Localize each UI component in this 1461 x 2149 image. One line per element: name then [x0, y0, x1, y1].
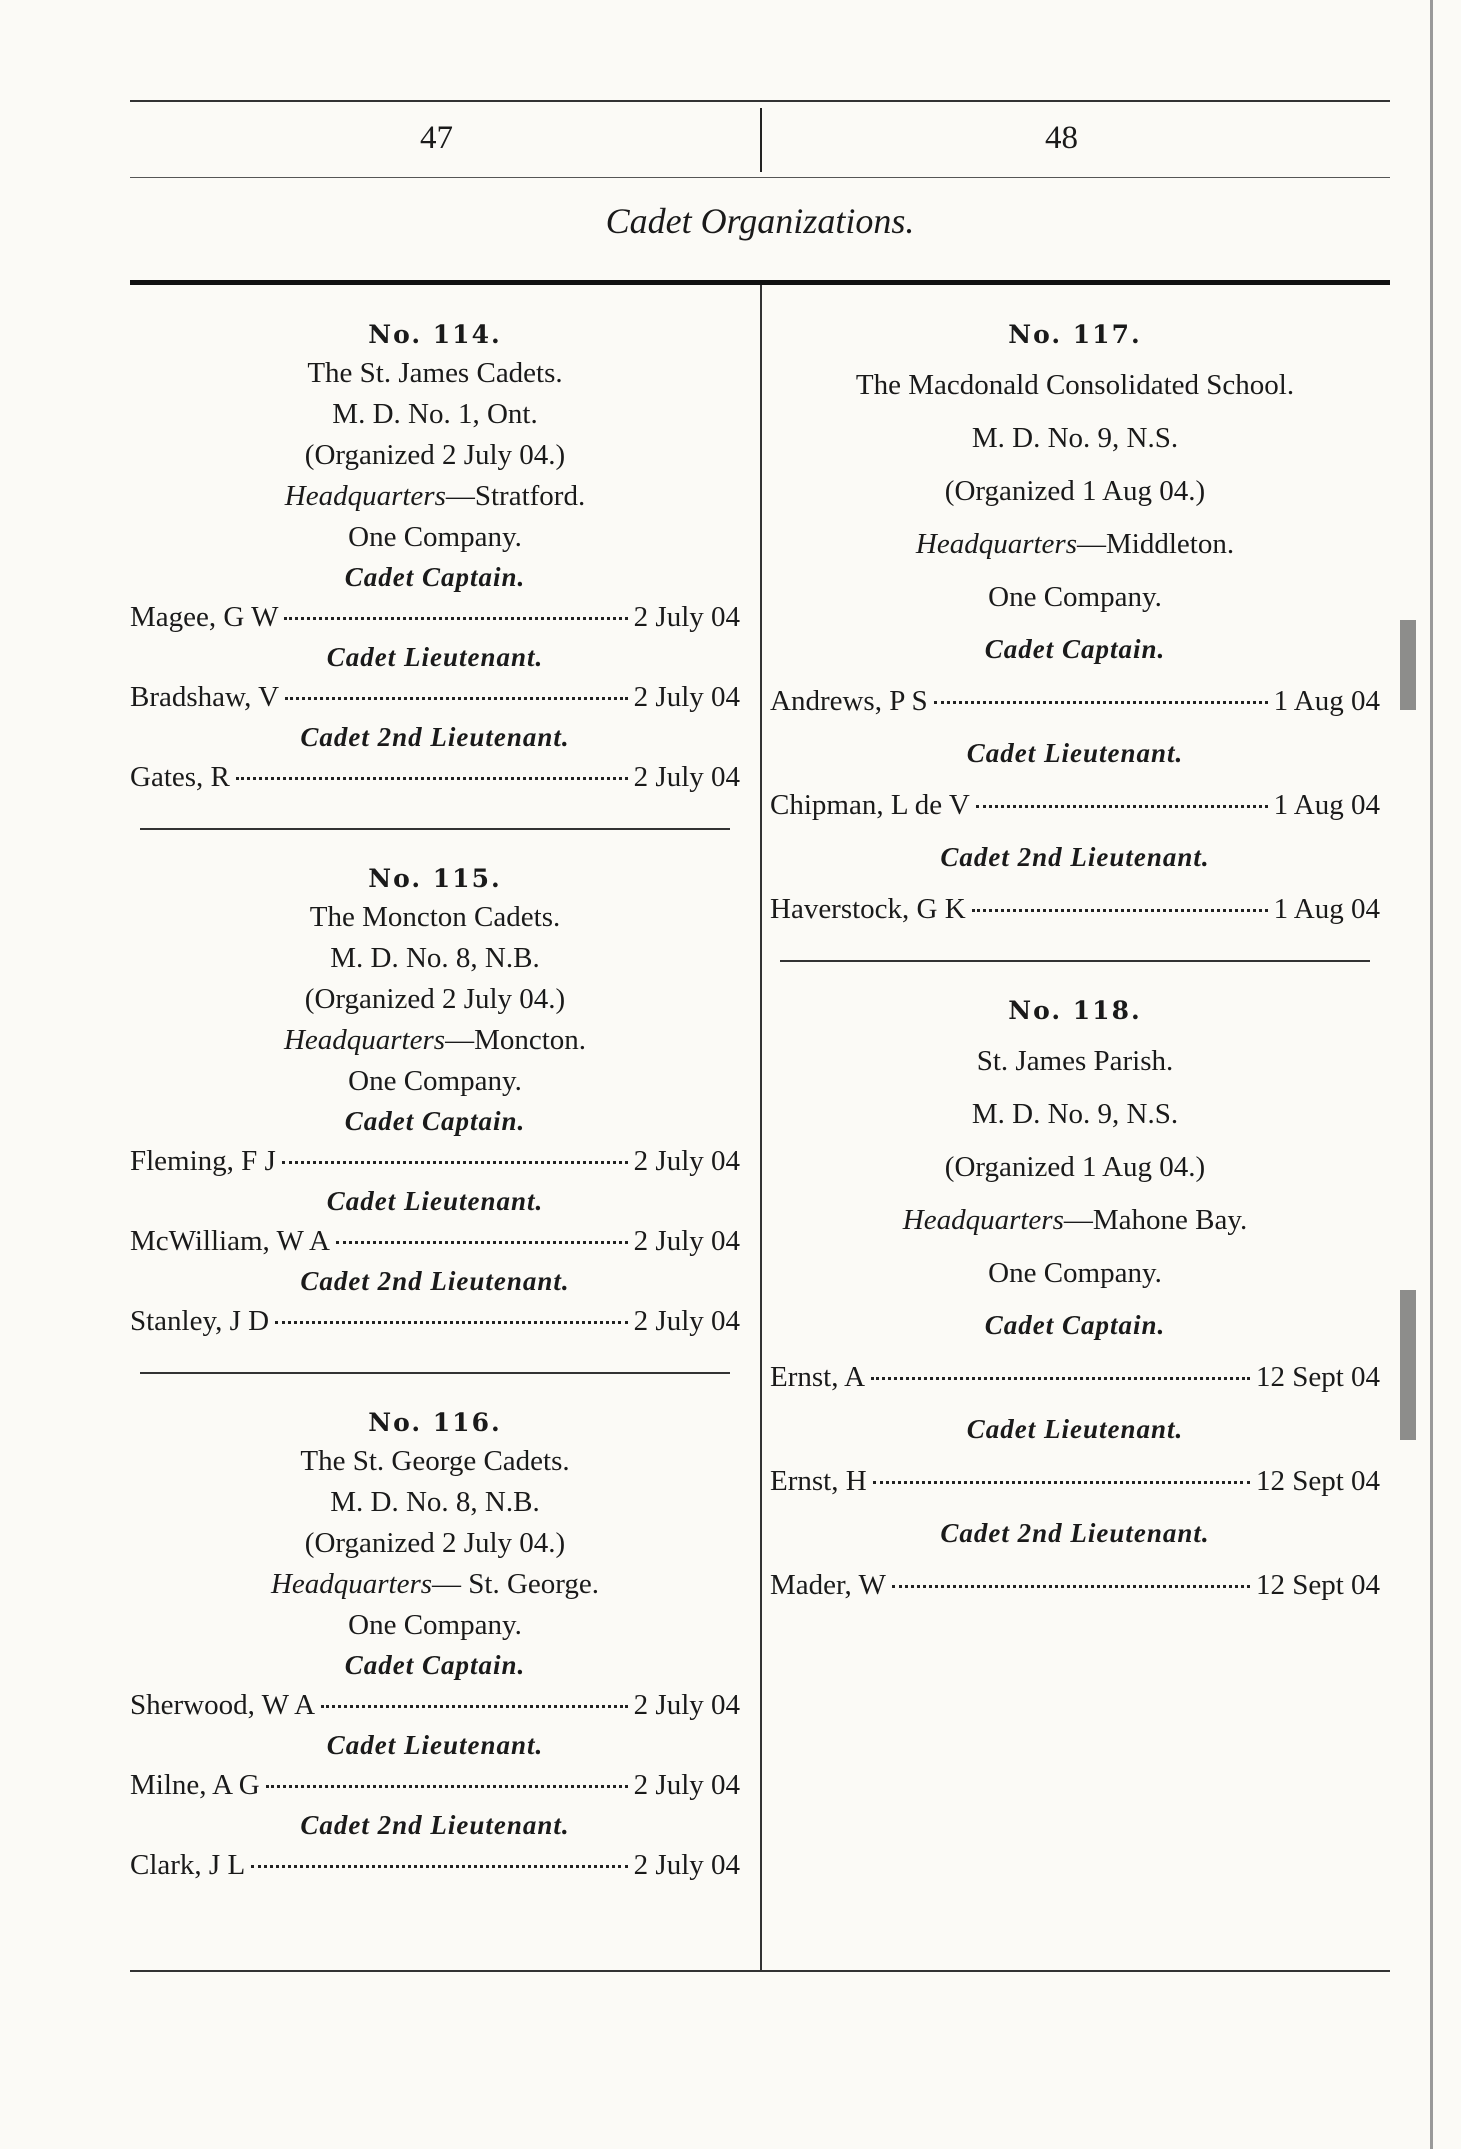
page-edge: [1430, 0, 1433, 2149]
officer-name: Mader, W: [770, 1569, 886, 1601]
company-count: One Company.: [988, 1257, 1162, 1289]
military-district: M. D. No. 8, N.B.: [330, 942, 540, 974]
organization-section: [770, 996, 1380, 1602]
page-frame: [130, 100, 1390, 2000]
officer-date: 1 Aug 04: [1273, 893, 1380, 925]
officer-rank: Cadet Captain.: [344, 1650, 526, 1680]
section-separator: [140, 1372, 730, 1374]
leader-dots: [285, 697, 628, 700]
officer-name: Ernst, A: [770, 1361, 866, 1393]
officer-date: 2 July 04: [633, 1769, 740, 1801]
headquarters-label: Headquarters: [284, 480, 446, 512]
page-title: Cadet Organizations.: [605, 201, 915, 241]
headquarters-label: Headquarters: [915, 528, 1077, 560]
officer-name: Milne, A G: [130, 1769, 260, 1801]
officer-date: 12 Sept 04: [1255, 1569, 1380, 1601]
left-column: [130, 320, 740, 1890]
leader-dots: [251, 1865, 627, 1868]
officer-name: Magee, G W: [130, 601, 279, 633]
officer-entry: [130, 1689, 740, 1722]
officer-rank: Cadet 2nd Lieutenant.: [300, 1810, 570, 1840]
officer-name: Andrews, P S: [770, 685, 928, 717]
officer-entry: [770, 685, 1380, 718]
organization-number: No. 115.: [368, 864, 502, 893]
organization-number: No. 117.: [1008, 320, 1142, 349]
leader-dots: [236, 777, 628, 780]
leader-dots: [275, 1321, 628, 1324]
organization-section: [770, 320, 1380, 926]
military-district: M. D. No. 9, N.S.: [971, 422, 1179, 454]
officer-rank: Cadet Captain.: [984, 634, 1166, 664]
headquarters-place: —Mahone Bay.: [1063, 1204, 1248, 1236]
officer-rank: Cadet Lieutenant.: [326, 1730, 544, 1760]
headquarters-line: [130, 480, 740, 513]
officer-name: Clark, J L: [130, 1849, 246, 1881]
organization-name: The St. George Cadets.: [300, 1445, 570, 1477]
officer-name: Sherwood, W A: [130, 1689, 316, 1721]
officer-date: 2 July 04: [633, 681, 740, 713]
officer-rank: Cadet Lieutenant.: [966, 738, 1184, 768]
officer-rank: Cadet 2nd Lieutenant.: [940, 842, 1210, 872]
header-divider: [760, 108, 762, 172]
officer-date: 2 July 04: [633, 1689, 740, 1721]
ink-smudge: [1400, 620, 1416, 710]
leader-dots: [873, 1481, 1250, 1484]
organized-date: (Organized 1 Aug 04.): [944, 475, 1206, 507]
officer-name: Haverstock, G K: [770, 893, 966, 925]
headquarters-label: Headquarters: [283, 1024, 446, 1056]
organization-section: [130, 320, 740, 794]
officer-rank: Cadet Captain.: [984, 1310, 1166, 1340]
page-number-right: 48: [1045, 120, 1078, 156]
section-separator: [140, 828, 730, 830]
headquarters-line: [130, 1568, 740, 1601]
leader-dots: [934, 701, 1268, 704]
officer-entry: [770, 1569, 1380, 1602]
military-district: M. D. No. 9, N.S.: [971, 1098, 1179, 1130]
officer-entry: [130, 1769, 740, 1802]
headquarters-line: [130, 1024, 740, 1057]
page-number-left: 47: [420, 120, 453, 156]
bottom-rule: [130, 1970, 1390, 1972]
section-separator: [780, 960, 1370, 962]
officer-rank: Cadet 2nd Lieutenant.: [300, 1266, 570, 1296]
leader-dots: [976, 805, 1268, 808]
officer-date: 12 Sept 04: [1255, 1465, 1380, 1497]
officer-entry: [130, 1849, 740, 1882]
ink-smudge: [1400, 1290, 1416, 1440]
officer-date: 1 Aug 04: [1273, 789, 1380, 821]
officer-name: Fleming, F J: [130, 1145, 276, 1177]
company-count: One Company.: [348, 1065, 522, 1097]
headquarters-label: Headquarters: [902, 1204, 1064, 1236]
officer-date: 2 July 04: [633, 1145, 740, 1177]
officer-entry: [130, 1305, 740, 1338]
officer-name: Gates, R: [130, 761, 230, 793]
officer-entry: [770, 789, 1380, 822]
organization-number: No. 116.: [368, 1408, 502, 1437]
military-district: M. D. No. 8, N.B.: [330, 1486, 540, 1518]
officer-rank: Cadet Captain.: [344, 1106, 526, 1136]
officer-entry: [130, 601, 740, 634]
organization-number: No. 114.: [368, 320, 502, 349]
organization-name: The Macdonald Consolidated School.: [855, 369, 1295, 401]
officer-name: McWilliam, W A: [130, 1225, 330, 1257]
officer-name: Ernst, H: [770, 1465, 867, 1497]
headquarters-place: —Moncton.: [445, 1024, 587, 1056]
organization-name: The Moncton Cadets.: [309, 901, 561, 933]
officer-entry: [130, 1225, 740, 1258]
officer-date: 2 July 04: [633, 1225, 740, 1257]
officer-date: 2 July 04: [633, 601, 740, 633]
organization-number: No. 118.: [1008, 996, 1142, 1025]
officer-rank: Cadet 2nd Lieutenant.: [940, 1518, 1210, 1548]
organized-date: (Organized 2 July 04.): [304, 1527, 566, 1559]
organized-date: (Organized 2 July 04.): [304, 983, 566, 1015]
leader-dots: [284, 617, 627, 620]
officer-entry: [770, 1361, 1380, 1394]
officer-date: 1 Aug 04: [1273, 685, 1380, 717]
leader-dots: [336, 1241, 628, 1244]
officer-name: Chipman, L de V: [770, 789, 970, 821]
headquarters-label: Headquarters: [270, 1568, 433, 1600]
column-divider: [760, 285, 762, 1970]
officer-rank: Cadet Lieutenant.: [326, 642, 544, 672]
organized-date: (Organized 1 Aug 04.): [944, 1151, 1206, 1183]
officer-entry: [770, 1465, 1380, 1498]
headquarters-line: [770, 528, 1380, 561]
officer-date: 2 July 04: [633, 761, 740, 793]
organization-section: [130, 1408, 740, 1882]
company-count: One Company.: [988, 581, 1162, 613]
headquarters-line: [770, 1204, 1380, 1237]
company-count: One Company.: [348, 521, 522, 553]
leader-dots: [282, 1161, 628, 1164]
leader-dots: [266, 1785, 628, 1788]
organization-name: The St. James Cadets.: [307, 357, 563, 389]
organization-section: [130, 864, 740, 1338]
headquarters-place: — St. George.: [432, 1568, 600, 1600]
page-header: [130, 100, 1390, 178]
officer-date: 12 Sept 04: [1255, 1361, 1380, 1393]
officer-name: Stanley, J D: [130, 1305, 270, 1337]
officer-entry: [130, 761, 740, 794]
officer-rank: Cadet Lieutenant.: [326, 1186, 544, 1216]
leader-dots: [892, 1585, 1250, 1588]
officer-date: 2 July 04: [633, 1849, 740, 1881]
leader-dots: [321, 1705, 628, 1708]
officer-entry: [770, 893, 1380, 926]
leader-dots: [871, 1377, 1250, 1380]
officer-rank: Cadet Lieutenant.: [966, 1414, 1184, 1444]
organized-date: (Organized 2 July 04.): [304, 439, 566, 471]
organization-name: St. James Parish.: [976, 1045, 1174, 1077]
headquarters-place: —Stratford.: [445, 480, 586, 512]
officer-date: 2 July 04: [633, 1305, 740, 1337]
military-district: M. D. No. 1, Ont.: [332, 398, 538, 430]
leader-dots: [972, 909, 1268, 912]
right-column: [770, 320, 1380, 1622]
officer-name: Bradshaw, V: [130, 681, 280, 713]
officer-entry: [130, 681, 740, 714]
officer-entry: [130, 1145, 740, 1178]
officer-rank: Cadet 2nd Lieutenant.: [300, 722, 570, 752]
officer-rank: Cadet Captain.: [344, 562, 526, 592]
company-count: One Company.: [348, 1609, 522, 1641]
headquarters-place: —Middleton.: [1077, 528, 1235, 560]
